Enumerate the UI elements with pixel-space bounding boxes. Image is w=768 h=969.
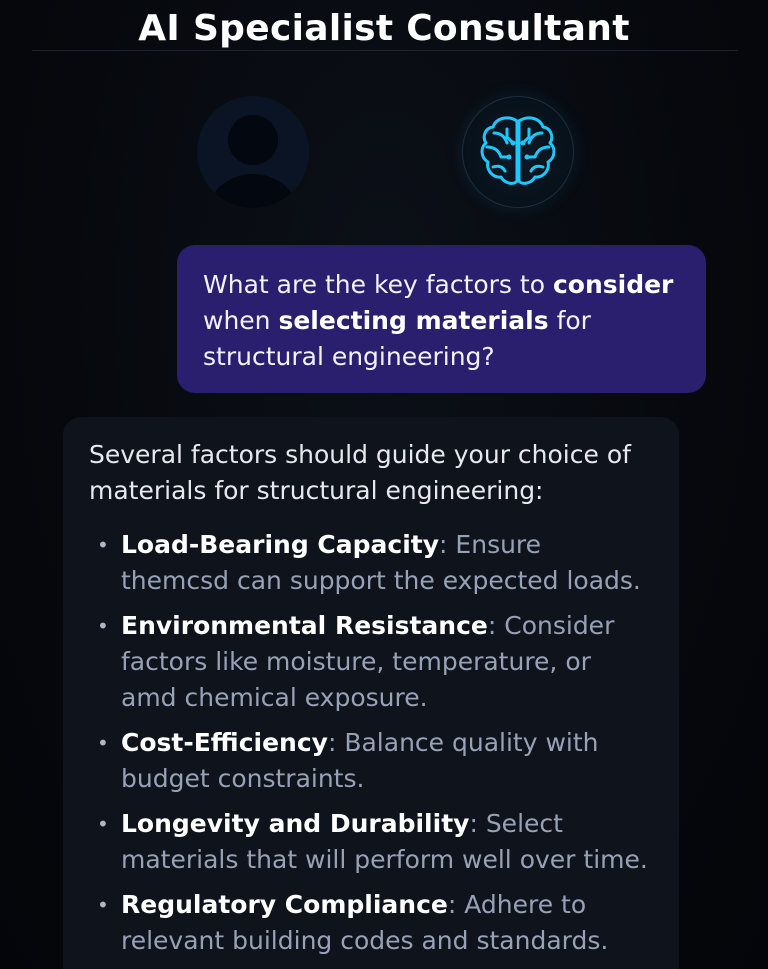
factor-separator: : [327, 728, 345, 757]
user-message-emphasis-selecting-materials: selecting materials [278, 306, 549, 335]
factor-description: Adhere to relevant building codes and standards. [121, 890, 609, 955]
factor-description: Select materials that will perform well over time. [121, 809, 648, 874]
factor-item-environmental-resistance [89, 608, 653, 716]
factor-name: Environmental Resistance [121, 611, 488, 640]
user-silhouette-icon [197, 96, 309, 208]
factor-separator: : [487, 611, 505, 640]
assistant-message-bubble [63, 417, 679, 969]
user-message-text: for structural engineering? [203, 306, 591, 371]
user-message-text: when [203, 306, 279, 335]
factor-separator: : [469, 809, 486, 838]
factor-description: Balance quality with budget constraints. [121, 728, 599, 793]
user-message-text: What are the key factors to [203, 270, 553, 299]
factor-separator: : [439, 530, 456, 559]
factor-name: Load-Bearing Capacity [121, 530, 440, 559]
user-message-bubble [177, 245, 706, 393]
assistant-intro-text: Several factors should guide your choice of materials for structural engineering: [89, 440, 631, 505]
user-message-emphasis-consider: consider [552, 270, 674, 299]
factor-item-longevity-and-durability [89, 806, 653, 878]
header-divider [32, 50, 738, 51]
brain-icon [463, 97, 573, 207]
user-avatar [197, 96, 309, 208]
factor-item-cost-efficiency [89, 725, 653, 797]
factor-separator: : [447, 890, 465, 919]
factor-description: Ensure themcsd can support the expected loads. [121, 530, 641, 595]
factor-description: Consider factors like moisture, temperature, or amd chemical exposure. [121, 611, 615, 712]
factor-item-load-bearing-capacity [89, 527, 653, 599]
assistant-avatar [462, 96, 574, 208]
factor-name: Longevity and Durability [121, 809, 470, 838]
factor-name: Regulatory Compliance [121, 890, 448, 919]
page-title: AI Specialist Consultant [138, 8, 630, 50]
factor-list [89, 527, 653, 959]
factor-name: Cost-Efficiency [121, 728, 328, 757]
factor-item-regulatory-compliance [89, 887, 653, 959]
